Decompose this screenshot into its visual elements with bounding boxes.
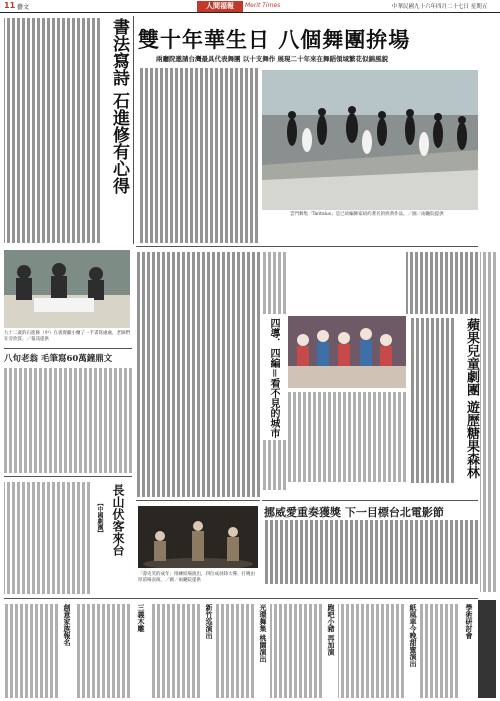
calligraphy-photo-caption: 九十二歲的石進修（中）在義賣顧小蘭了一手書寫處處，老師們在旁欣賞。／報訊提供 xyxy=(4,331,130,342)
right-edge-text xyxy=(480,252,496,592)
bottom-item-6: 三義木雕 xyxy=(137,604,146,632)
page-number: 11 xyxy=(4,1,16,10)
apple-troupe-photo xyxy=(288,316,406,388)
pig-body-text xyxy=(270,604,322,698)
theater-subhead: 【中國劇團】 xyxy=(96,500,103,536)
dance-photo-caption: 雲門舞集「Tantalus」是已故編舞家紐約著名的經典作品。／圖／兩廳院提供 xyxy=(290,212,444,217)
norway-headline: 挪威愛重奏獲獎 下一目標台北電影節 xyxy=(264,506,444,519)
section-divider xyxy=(4,476,132,477)
section-divider xyxy=(136,500,260,501)
section-divider xyxy=(4,598,478,599)
city-body-text-bottom xyxy=(262,440,286,490)
city-headline: 四導．四編＝看不見的城市 xyxy=(268,318,279,438)
column-divider xyxy=(133,16,134,244)
info-box-label xyxy=(478,600,496,698)
calligraphy-headline: 書法寫詩 石進修有心得 xyxy=(109,18,129,194)
creative-body-text xyxy=(4,604,58,698)
section-divider xyxy=(136,246,478,247)
dance-photo xyxy=(262,70,478,210)
paper-windmill-body-text xyxy=(338,604,404,698)
publication-date: 中華民國九十六年四月二十七日 星期五 xyxy=(392,4,488,10)
lead-body-text-center xyxy=(136,252,260,497)
lead-body-text-left xyxy=(138,68,258,243)
norway-body-text xyxy=(264,520,478,584)
woodcarving-body-text xyxy=(76,604,130,698)
lead-subhead: 兩廳院邀請台灣最具代表舞團 以十支舞作 展現二十年來在舞蹈領域繁花似錦風貌 xyxy=(156,55,389,63)
section-name: 藝文 xyxy=(17,4,30,11)
bottom-item-4: 光環舞集 桃園演出 xyxy=(259,604,268,663)
theater-body-text-left xyxy=(4,482,90,594)
apple-headline: 蘋果兒童劇團 遊歷糖果森林 xyxy=(464,318,479,479)
section-divider xyxy=(4,348,132,349)
theater-photo xyxy=(138,506,258,568)
bottom-item-1: 學術研討會 xyxy=(465,604,474,639)
bottom-item-5: 新竹巡演出 xyxy=(205,604,214,639)
theater-headline: 長山伏客來台 xyxy=(111,484,125,556)
calligraphy-photo xyxy=(4,250,130,328)
city-body-text-top xyxy=(262,252,286,314)
bottom-item-2: 紙風車今晚甜蜜演出 xyxy=(409,604,418,667)
newspaper-logo-english: Merit Times xyxy=(245,2,281,9)
newspaper-logo: 人間福報 xyxy=(197,1,243,12)
yang-body-text xyxy=(4,368,132,473)
hsinchu-body-text xyxy=(150,604,200,698)
masthead xyxy=(0,0,500,13)
lead-headline: 雙十年華生日 八個舞團拚場 xyxy=(138,27,411,52)
bottom-item-3: 跑吧小豬 再加演 xyxy=(327,604,336,656)
theater-photo-caption: 「壽史笑的成年」排練結場演出，四位成員除大導、打曉由厚前場表演。／圖／兩廳院提供 xyxy=(138,572,255,583)
yang-headline: 八旬老翁 毛筆寫60萬鐘鼎文 xyxy=(4,354,113,364)
halo-body-text xyxy=(216,604,254,698)
apple-body-text xyxy=(288,392,406,482)
lead-body-text-right xyxy=(406,252,478,314)
apple-body-text-right xyxy=(410,318,454,483)
section-divider xyxy=(262,500,478,501)
symposium-body-text xyxy=(420,604,458,698)
bottom-item-7: 創意家族報名 xyxy=(63,604,72,646)
calligraphy-body-text xyxy=(4,18,100,243)
